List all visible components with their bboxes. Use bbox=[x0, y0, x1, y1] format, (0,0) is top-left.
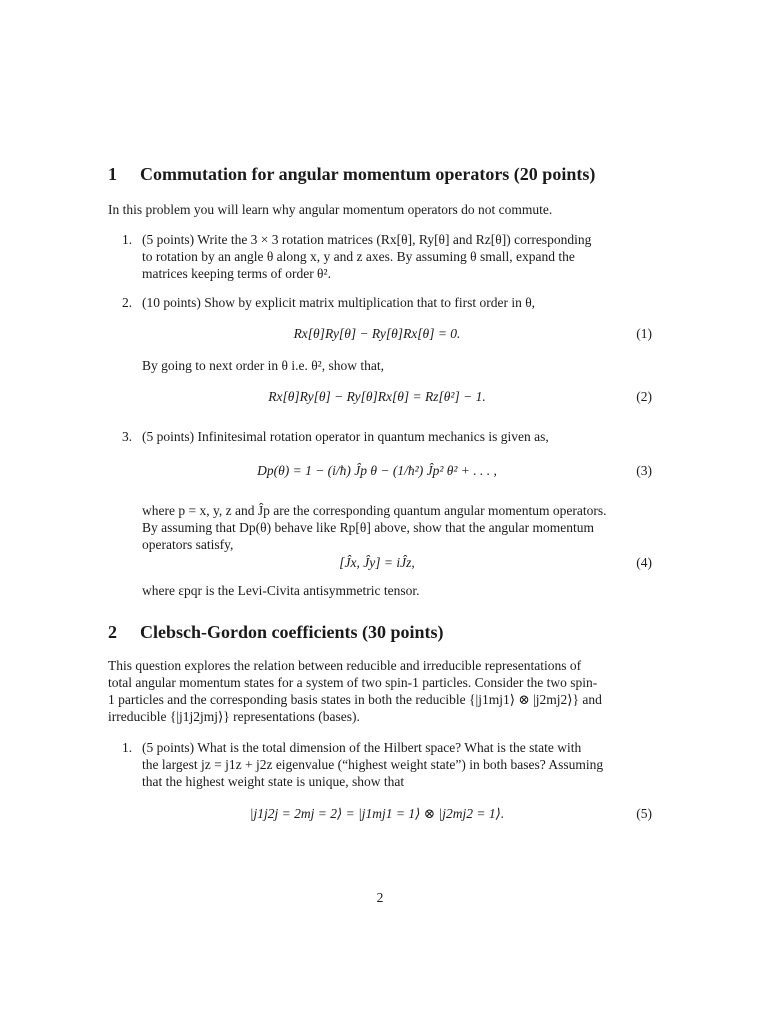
text-line: 1 particles and the corresponding basis states in both the reducible {|j1mj1⟩ ⊗ |j2mj2⟩} and bbox=[108, 692, 602, 707]
equation-4: [Ĵx, Ĵy] = iĴz, bbox=[339, 555, 415, 570]
item-number: 1. bbox=[122, 232, 133, 247]
equation-3: Dp(θ) = 1 − (i/ħ) Ĵp θ − (1/ħ²) Ĵp² θ² + . . . , bbox=[257, 463, 497, 478]
section-number: 2 bbox=[108, 622, 117, 642]
section-number: 1 bbox=[108, 164, 117, 184]
item-2-text: (10 points) Show by explicit matrix multiplication that to first order in θ, bbox=[142, 295, 536, 310]
problem-item-2-1 bbox=[142, 739, 652, 790]
item-3-text: (5 points) Infinitesimal rotation operator in quantum mechanics is given as, bbox=[142, 429, 549, 444]
text-line: that the highest weight state is unique, show that bbox=[142, 774, 405, 789]
text-line: the largest jz = j1z + j2z eigenvalue (“highest weight state”) in both bases? Assuming bbox=[142, 757, 604, 772]
equation-2: Rx[θ]Ry[θ] − Ry[θ]Rx[θ] = Rz[θ²] − 1. bbox=[268, 389, 486, 404]
text-line: (5 points) What is the total dimension of the Hilbert space? What is the state with bbox=[142, 740, 582, 755]
section-title: Commutation for angular momentum operators (20 points) bbox=[140, 164, 596, 184]
text-line: This question explores the relation between reducible and irreducible representations of bbox=[108, 658, 582, 673]
equation-number: (1) bbox=[636, 326, 652, 341]
equation-5: |j1j2j = 2mj = 2⟩ = |j1mj1 = 1⟩ ⊗ |j2mj2 = 1⟩. bbox=[249, 806, 505, 821]
text-line: operators satisfy, bbox=[142, 537, 234, 552]
item-2-mid-text: By going to next order in θ i.e. θ², show that, bbox=[142, 358, 384, 373]
text-line: By assuming that Dp(θ) behave like Rp[θ] above, show that the angular momentum bbox=[142, 520, 594, 535]
problem-item-1 bbox=[142, 231, 652, 282]
section-2-intro bbox=[108, 657, 653, 725]
text-line: total angular momentum states for a system of two spin-1 particles. Consider the two spin- bbox=[108, 675, 598, 690]
equation-number: (4) bbox=[636, 555, 652, 570]
equation-1: Rx[θ]Ry[θ] − Ry[θ]Rx[θ] = 0. bbox=[293, 326, 461, 341]
section-1-intro: In this problem you will learn why angular momentum operators do not commute. bbox=[108, 202, 553, 217]
text-line: irreducible {|j1j2jmj⟩} representations (bases). bbox=[108, 709, 360, 724]
item-number: 3. bbox=[122, 429, 133, 444]
page-number: 2 bbox=[376, 890, 384, 905]
equation-number: (2) bbox=[636, 389, 652, 404]
item-3-explanation bbox=[142, 502, 652, 553]
equation-number: (3) bbox=[636, 463, 652, 478]
item-3-closing: where εpqr is the Levi-Civita antisymmetric tensor. bbox=[142, 583, 420, 598]
section-1-heading bbox=[108, 164, 595, 185]
section-title: Clebsch-Gordon coefficients (30 points) bbox=[140, 622, 444, 642]
section-2-heading bbox=[108, 622, 443, 643]
item-number: 1. bbox=[122, 740, 133, 755]
text-line: to rotation by an angle θ along x, y and z axes. By assuming θ small, expand the bbox=[142, 249, 575, 264]
item-number: 2. bbox=[122, 295, 133, 310]
text-line: matrices keeping terms of order θ². bbox=[142, 266, 331, 281]
equation-number: (5) bbox=[636, 806, 652, 821]
text-line: where p = x, y, z and Ĵp are the corresponding quantum angular momentum operators. bbox=[142, 503, 607, 518]
text-line: (5 points) Write the 3 × 3 rotation matrices (Rx[θ], Ry[θ] and Rz[θ]) corresponding bbox=[142, 232, 592, 247]
